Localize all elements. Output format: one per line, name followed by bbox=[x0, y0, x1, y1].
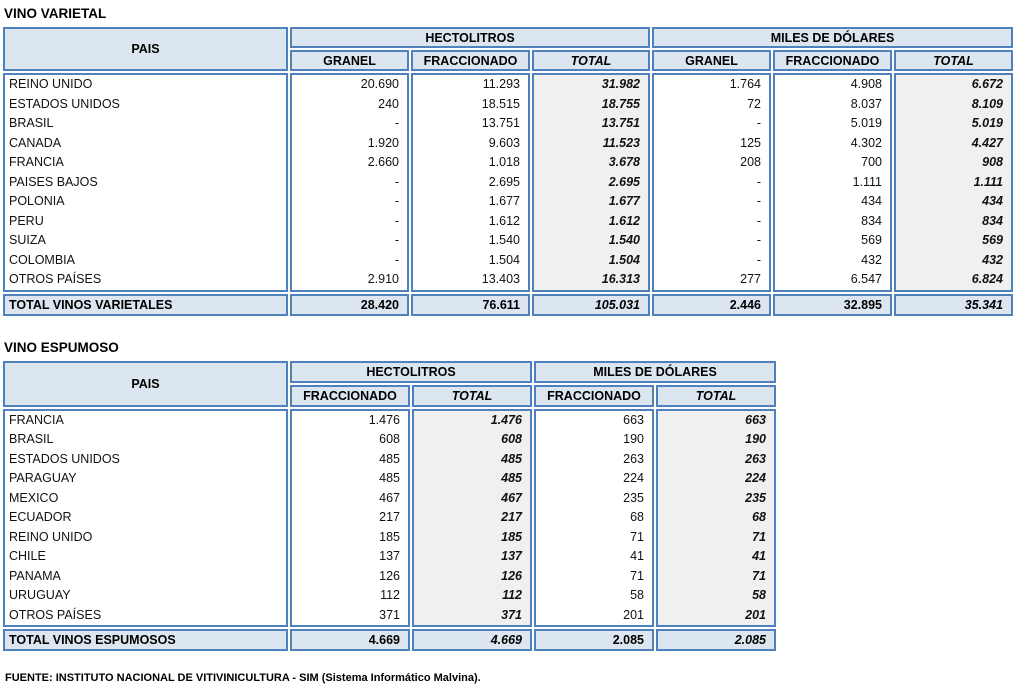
espumoso-cell-pais: OTROS PAÍSES bbox=[9, 607, 102, 622]
varietal-subheader-granel-usd: GRANEL bbox=[652, 50, 771, 71]
varietal-cell-hl_total: 31.982 bbox=[601, 77, 640, 91]
espumoso-cell-usd_frac: 224 bbox=[623, 471, 644, 485]
espumoso-subheader-total-hl: TOTAL bbox=[412, 385, 532, 407]
espumoso-cell-usd_total: 41 bbox=[752, 549, 766, 563]
espumoso-header-pais: PAIS bbox=[3, 361, 288, 407]
espumoso-cell-hl_frac: 126 bbox=[379, 568, 400, 583]
espumoso-cell-hl_frac: 217 bbox=[379, 510, 400, 524]
varietal-cell-pais: OTROS PAÍSES bbox=[9, 272, 102, 286]
espumoso-cell-pais: BRASIL bbox=[9, 432, 54, 446]
varietal-header-hectolitros: HECTOLITROS bbox=[290, 27, 650, 48]
varietal-total-usd-total: 35.341 bbox=[894, 294, 1013, 316]
varietal-cell-usd_total: 434 bbox=[982, 194, 1003, 208]
varietal-total-usd-fraccionado: 32.895 bbox=[773, 294, 892, 316]
varietal-cell-hl_frac: 2.695 bbox=[488, 174, 520, 189]
varietal-body-column-usd_total bbox=[894, 73, 1013, 292]
espumoso-body-column-hl_frac bbox=[290, 409, 410, 628]
espumoso-cell-hl_total: 485 bbox=[501, 471, 522, 485]
varietal-cell-pais: PERU bbox=[9, 213, 44, 228]
varietal-cell-hl_granel: 20.690 bbox=[360, 77, 399, 91]
varietal-cell-hl_frac: 13.403 bbox=[481, 272, 520, 286]
varietal-cell-usd_frac: 700 bbox=[861, 155, 882, 169]
espumoso-cell-usd_frac: 41 bbox=[630, 549, 644, 563]
espumoso-header-miles-de-dolares: MILES DE DÓLARES bbox=[534, 361, 776, 383]
varietal-cell-usd_frac: 834 bbox=[861, 213, 882, 228]
varietal-subheader-granel-hl: GRANEL bbox=[290, 50, 409, 71]
varietal-cell-hl_granel: 1.920 bbox=[367, 135, 399, 150]
espumoso-total-hl-total: 4.669 bbox=[412, 629, 532, 651]
espumoso-cell-hl_frac: 485 bbox=[379, 451, 400, 466]
espumoso-cell-usd_total: 190 bbox=[745, 432, 766, 446]
espumoso-total-label: TOTAL VINOS ESPUMOSOS bbox=[3, 629, 288, 651]
varietal-body-column-hl_frac bbox=[411, 73, 530, 292]
varietal-cell-usd_granel: - bbox=[756, 116, 761, 130]
varietal-cell-hl_granel: - bbox=[394, 116, 399, 130]
varietal-cell-usd_frac: 1.111 bbox=[852, 174, 882, 189]
espumoso-cell-usd_total: 68 bbox=[752, 510, 766, 524]
varietal-body-column-hl_granel bbox=[290, 73, 409, 292]
varietal-cell-usd_granel: 72 bbox=[747, 96, 761, 111]
espumoso-body-column-hl_total bbox=[412, 409, 532, 628]
espumoso-header-hectolitros: HECTOLITROS bbox=[290, 361, 532, 383]
espumoso-cell-usd_total: 201 bbox=[745, 607, 766, 622]
varietal-subheader-total-hl: TOTAL bbox=[532, 50, 650, 71]
varietal-cell-pais: ESTADOS UNIDOS bbox=[9, 96, 120, 111]
espumoso-total-usd-fraccionado: 2.085 bbox=[534, 629, 654, 651]
varietal-cell-usd_total: 8.109 bbox=[971, 96, 1003, 111]
varietal-cell-usd_granel: 125 bbox=[740, 135, 761, 150]
varietal-cell-usd_frac: 8.037 bbox=[850, 96, 882, 111]
espumoso-cell-hl_total: 371 bbox=[501, 607, 522, 622]
espumoso-cell-pais: CHILE bbox=[9, 549, 46, 563]
varietal-cell-usd_granel: 1.764 bbox=[729, 77, 761, 91]
varietal-total-usd-granel: 2.446 bbox=[652, 294, 771, 316]
espumoso-cell-usd_frac: 71 bbox=[630, 568, 644, 583]
espumoso-cell-pais: MEXICO bbox=[9, 490, 59, 505]
varietal-cell-hl_frac: 1.612 bbox=[488, 213, 520, 228]
varietal-body-column-usd_frac bbox=[773, 73, 892, 292]
espumoso-cell-hl_frac: 112 bbox=[380, 588, 400, 602]
varietal-subheader-total-usd: TOTAL bbox=[894, 50, 1013, 71]
varietal-cell-hl_granel: - bbox=[394, 233, 399, 247]
espumoso-cell-pais: ECUADOR bbox=[9, 510, 72, 524]
espumoso-subheader-total-usd: TOTAL bbox=[656, 385, 776, 407]
varietal-cell-hl_frac: 13.751 bbox=[481, 116, 520, 130]
varietal-cell-usd_frac: 4.908 bbox=[850, 77, 882, 91]
varietal-cell-usd_frac: 5.019 bbox=[850, 116, 882, 130]
varietal-cell-hl_total: 1.540 bbox=[608, 233, 640, 247]
espumoso-cell-hl_frac: 1.476 bbox=[368, 412, 400, 427]
varietal-cell-usd_total: 908 bbox=[982, 155, 1003, 169]
varietal-cell-usd_frac: 4.302 bbox=[850, 135, 882, 150]
varietal-header-miles-de-dolares: MILES DE DÓLARES bbox=[652, 27, 1013, 48]
varietal-body-column-hl_total bbox=[532, 73, 650, 292]
espumoso-cell-pais: PANAMA bbox=[9, 568, 61, 583]
varietal-cell-usd_granel: - bbox=[756, 252, 761, 267]
varietal-cell-pais: CANADA bbox=[9, 135, 62, 150]
espumoso-cell-hl_total: 608 bbox=[501, 432, 522, 446]
espumoso-cell-usd_total: 235 bbox=[745, 490, 766, 505]
varietal-cell-usd_granel: - bbox=[756, 174, 761, 189]
varietal-cell-usd_granel: - bbox=[756, 233, 761, 247]
varietal-cell-pais: PAISES BAJOS bbox=[9, 174, 98, 189]
espumoso-cell-usd_frac: 190 bbox=[623, 432, 644, 446]
varietal-cell-hl_granel: 2.660 bbox=[367, 155, 399, 169]
varietal-table-title: VINO VARIETAL bbox=[4, 6, 107, 21]
espumoso-cell-hl_total: 467 bbox=[501, 490, 522, 505]
varietal-cell-hl_frac: 1.677 bbox=[488, 194, 520, 208]
varietal-cell-hl_total: 1.504 bbox=[608, 252, 640, 267]
varietal-cell-usd_total: 432 bbox=[982, 252, 1003, 267]
espumoso-cell-pais: URUGUAY bbox=[9, 588, 71, 602]
varietal-cell-hl_granel: - bbox=[394, 174, 399, 189]
espumoso-cell-hl_frac: 371 bbox=[379, 607, 400, 622]
espumoso-cell-pais: ESTADOS UNIDOS bbox=[9, 451, 120, 466]
espumoso-cell-usd_frac: 235 bbox=[623, 490, 644, 505]
espumoso-cell-hl_frac: 137 bbox=[379, 549, 400, 563]
varietal-cell-hl_total: 1.612 bbox=[608, 213, 640, 228]
varietal-cell-hl_granel: 240 bbox=[378, 96, 399, 111]
espumoso-cell-hl_total: 185 bbox=[501, 529, 522, 544]
espumoso-total-usd-total: 2.085 bbox=[656, 629, 776, 651]
source-note: FUENTE: INSTITUTO NACIONAL DE VITIVINICULTURA - SIM (Sistema Informático Malvina). bbox=[5, 672, 481, 684]
varietal-subheader-fraccionado-hl: FRACCIONADO bbox=[411, 50, 530, 71]
spacer bbox=[3, 316, 1021, 338]
varietal-subheader-fraccionado-usd: FRACCIONADO bbox=[773, 50, 892, 71]
espumoso-cell-hl_frac: 467 bbox=[379, 490, 400, 505]
varietal-total-hl-fraccionado: 76.611 bbox=[411, 294, 530, 316]
varietal-cell-hl_granel: - bbox=[394, 213, 399, 228]
varietal-total-label: TOTAL VINOS VARIETALES bbox=[3, 294, 288, 316]
espumoso-cell-hl_frac: 485 bbox=[379, 471, 400, 485]
espumoso-cell-usd_total: 71 bbox=[752, 529, 766, 544]
varietal-cell-usd_granel: 277 bbox=[740, 272, 761, 286]
espumoso-cell-pais: REINO UNIDO bbox=[9, 529, 93, 544]
espumoso-cell-hl_total: 137 bbox=[501, 549, 522, 563]
varietal-cell-hl_total: 18.755 bbox=[601, 96, 640, 111]
espumoso-cell-usd_total: 224 bbox=[745, 471, 766, 485]
varietal-cell-usd_frac: 6.547 bbox=[850, 272, 882, 286]
varietal-cell-hl_frac: 11.293 bbox=[482, 77, 520, 91]
espumoso-cell-usd_frac: 201 bbox=[623, 607, 644, 622]
varietal-body-column-pais bbox=[3, 73, 288, 292]
espumoso-cell-pais: FRANCIA bbox=[9, 412, 64, 427]
varietal-cell-usd_total: 5.019 bbox=[971, 116, 1003, 130]
espumoso-cell-usd_frac: 263 bbox=[623, 451, 644, 466]
espumoso-cell-hl_total: 126 bbox=[501, 568, 522, 583]
varietal-cell-usd_total: 4.427 bbox=[971, 135, 1003, 150]
varietal-cell-hl_granel: 2.910 bbox=[367, 272, 399, 286]
varietal-cell-hl_total: 13.751 bbox=[601, 116, 640, 130]
espumoso-total-hl-fraccionado: 4.669 bbox=[290, 629, 410, 651]
espumoso-cell-hl_total: 1.476 bbox=[490, 412, 522, 427]
varietal-cell-pais: SUIZA bbox=[9, 233, 46, 247]
espumoso-table bbox=[3, 361, 782, 652]
varietal-cell-usd_frac: 569 bbox=[861, 233, 882, 247]
varietal-cell-hl_total: 16.313 bbox=[601, 272, 640, 286]
varietal-cell-usd_total: 569 bbox=[982, 233, 1003, 247]
espumoso-cell-usd_total: 71 bbox=[752, 568, 766, 583]
varietal-cell-pais: BRASIL bbox=[9, 116, 54, 130]
varietal-cell-usd_total: 834 bbox=[982, 213, 1003, 228]
varietal-body-column-usd_granel bbox=[652, 73, 771, 292]
espumoso-cell-pais: PARAGUAY bbox=[9, 471, 77, 485]
varietal-cell-hl_frac: 1.018 bbox=[488, 155, 520, 169]
varietal-cell-hl_total: 1.677 bbox=[608, 194, 640, 208]
varietal-cell-hl_total: 2.695 bbox=[608, 174, 640, 189]
varietal-cell-hl_total: 11.523 bbox=[602, 135, 640, 150]
varietal-cell-usd_frac: 434 bbox=[861, 194, 882, 208]
varietal-cell-usd_granel: 208 bbox=[740, 155, 761, 169]
espumoso-table-title: VINO ESPUMOSO bbox=[4, 339, 119, 355]
varietal-cell-usd_frac: 432 bbox=[861, 252, 882, 267]
espumoso-subheader-fraccionado-usd: FRACCIONADO bbox=[534, 385, 654, 407]
espumoso-body-column-usd_total bbox=[656, 409, 776, 628]
espumoso-cell-usd_frac: 68 bbox=[630, 510, 644, 524]
espumoso-cell-hl_total: 112 bbox=[502, 588, 522, 602]
varietal-cell-usd_total: 6.824 bbox=[971, 272, 1003, 286]
espumoso-cell-usd_frac: 58 bbox=[630, 588, 644, 602]
varietal-cell-usd_total: 1.111 bbox=[973, 174, 1003, 189]
varietal-cell-hl_granel: - bbox=[394, 194, 399, 208]
varietal-cell-hl_frac: 18.515 bbox=[481, 96, 520, 111]
espumoso-cell-hl_total: 217 bbox=[501, 510, 522, 524]
espumoso-cell-usd_frac: 663 bbox=[623, 412, 644, 427]
espumoso-subheader-fraccionado-hl: FRACCIONADO bbox=[290, 385, 410, 407]
espumoso-cell-hl_frac: 185 bbox=[379, 529, 400, 544]
varietal-header-pais: PAIS bbox=[3, 27, 288, 71]
varietal-cell-hl_granel: - bbox=[394, 252, 399, 267]
espumoso-body-column-usd_frac bbox=[534, 409, 654, 628]
varietal-table bbox=[3, 27, 1021, 316]
espumoso-cell-usd_total: 663 bbox=[745, 412, 766, 427]
espumoso-cell-usd_total: 58 bbox=[752, 588, 766, 602]
varietal-cell-usd_granel: - bbox=[756, 213, 761, 228]
varietal-cell-usd_total: 6.672 bbox=[971, 77, 1003, 91]
varietal-cell-pais: POLONIA bbox=[9, 194, 65, 208]
varietal-cell-hl_frac: 1.504 bbox=[488, 252, 520, 267]
varietal-cell-pais: COLOMBIA bbox=[9, 252, 75, 267]
espumoso-cell-usd_total: 263 bbox=[745, 451, 766, 466]
varietal-total-hl-granel: 28.420 bbox=[290, 294, 409, 316]
varietal-cell-usd_granel: - bbox=[756, 194, 761, 208]
varietal-total-hl-total: 105.031 bbox=[532, 294, 650, 316]
varietal-cell-pais: REINO UNIDO bbox=[9, 77, 93, 91]
varietal-cell-hl_frac: 1.540 bbox=[488, 233, 520, 247]
espumoso-body-column-pais bbox=[3, 409, 288, 628]
espumoso-cell-usd_frac: 71 bbox=[630, 529, 644, 544]
varietal-cell-pais: FRANCIA bbox=[9, 155, 64, 169]
varietal-cell-hl_frac: 9.603 bbox=[488, 135, 520, 150]
varietal-cell-hl_total: 3.678 bbox=[608, 155, 640, 169]
espumoso-cell-hl_total: 485 bbox=[501, 451, 522, 466]
espumoso-cell-hl_frac: 608 bbox=[379, 432, 400, 446]
